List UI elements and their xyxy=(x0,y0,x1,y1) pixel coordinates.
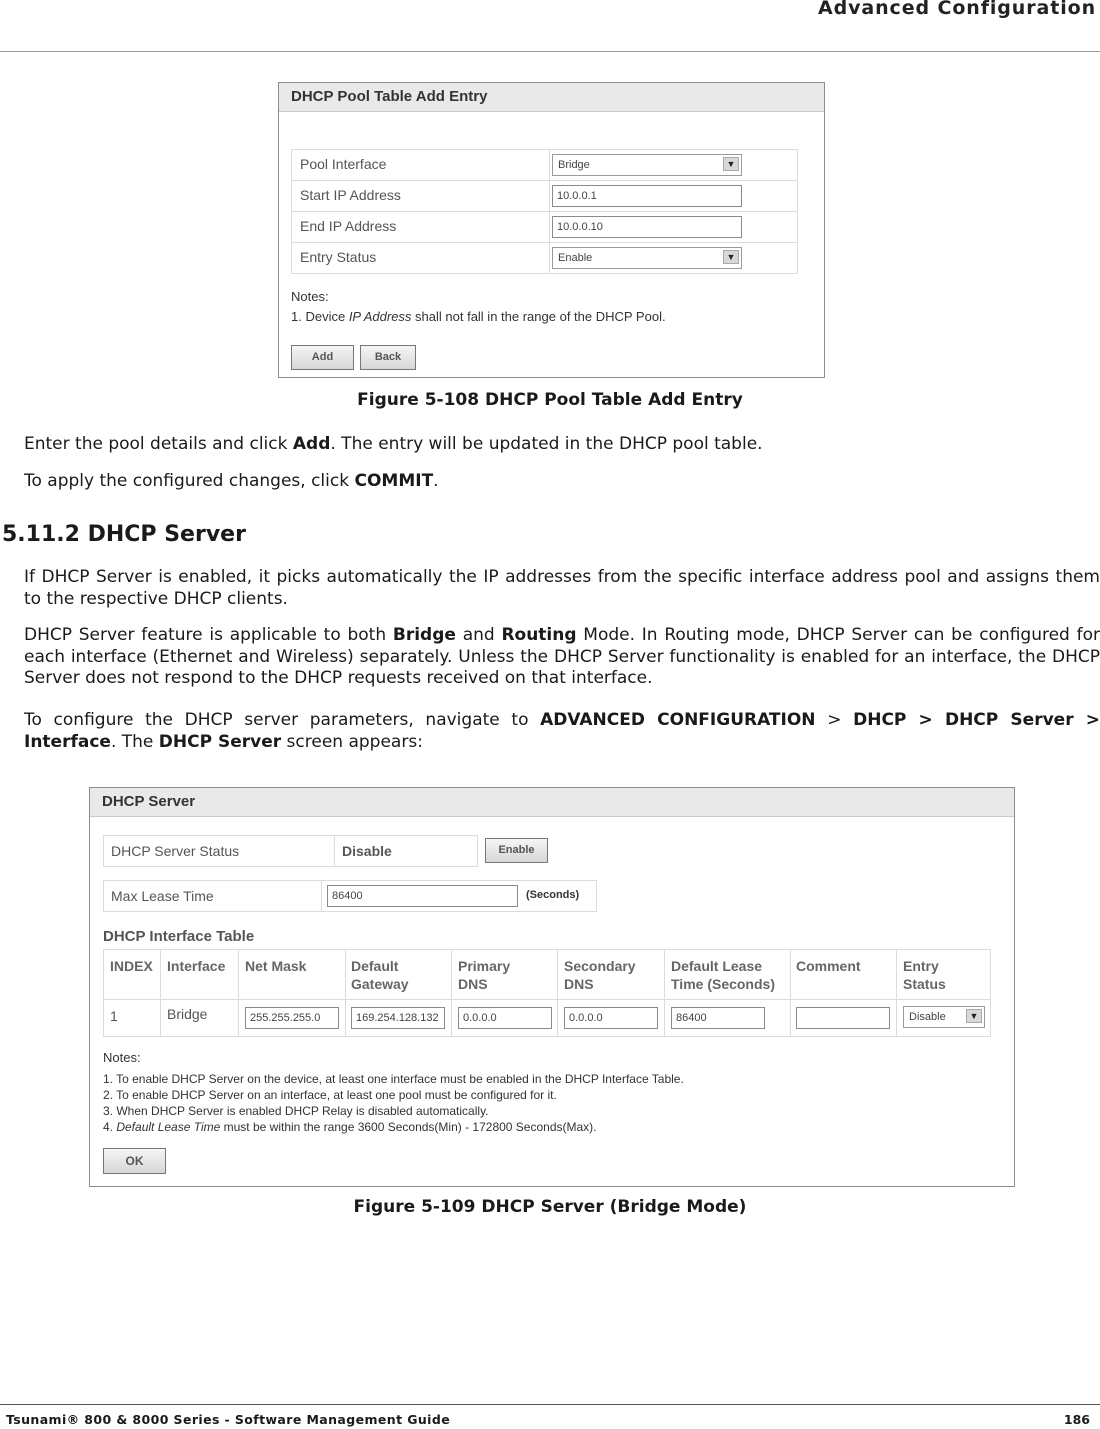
panel-title: DHCP Server xyxy=(90,788,1014,817)
column-header-gateway: Default Gateway xyxy=(351,958,409,992)
pool-interface-value: Bridge xyxy=(558,159,590,171)
bold-text: COMMIT xyxy=(354,471,434,491)
interface-table xyxy=(103,949,991,1037)
column-header-interface: Interface xyxy=(167,958,226,974)
text: > xyxy=(815,710,854,730)
text: . The entry will be updated in the DHCP pool table. xyxy=(330,434,763,454)
column-header-primary-dns: Primary DNS xyxy=(458,958,511,992)
dhcp-pool-add-entry-panel xyxy=(278,82,825,378)
netmask-input[interactable]: 255.255.255.0 xyxy=(245,1007,339,1029)
note-emphasis: Default Lease Time xyxy=(116,1120,221,1134)
column-divider xyxy=(345,950,346,1036)
row-interface: Bridge xyxy=(167,1006,208,1022)
end-ip-label: End IP Address xyxy=(300,218,397,234)
back-button[interactable]: Back xyxy=(360,345,416,370)
max-lease-label-cell xyxy=(103,880,322,912)
bold-text: DHCP > DHCP Server > Interface xyxy=(24,710,1100,752)
text: To configure the DHCP server parameters, navigate to xyxy=(24,710,541,730)
end-ip-input[interactable]: 10.0.0.10 xyxy=(552,216,742,238)
bold-text: Bridge xyxy=(392,625,456,645)
start-ip-input[interactable]: 10.0.0.1 xyxy=(552,185,742,207)
column-header-comment: Comment xyxy=(796,958,861,974)
note-item: 1. To enable DHCP Server on the device, at least one interface must be enabled in the DHCP Interface Table. xyxy=(103,1072,684,1086)
server-status-value: Disable xyxy=(342,843,392,859)
paragraph xyxy=(24,434,1100,456)
lease-time-input[interactable]: 86400 xyxy=(671,1007,765,1029)
enable-button[interactable]: Enable xyxy=(485,838,548,863)
entry-status-select[interactable] xyxy=(903,1006,985,1028)
footer-guide-title: Tsunami® 800 & 8000 Series - Software Management Guide xyxy=(6,1412,451,1427)
figure-caption: Figure 5-108 DHCP Pool Table Add Entry xyxy=(357,390,743,410)
row-index: 1 xyxy=(110,1008,118,1024)
column-header-secondary-dns: Secondary DNS xyxy=(564,958,636,992)
text: screen appears: xyxy=(281,731,423,752)
column-divider xyxy=(160,950,161,1036)
note-text: 4. xyxy=(103,1120,117,1134)
pool-interface-select[interactable] xyxy=(552,154,742,176)
bold-text: ADVANCED CONFIGURATION xyxy=(540,710,816,730)
column-divider xyxy=(896,950,897,1036)
server-status-value-cell xyxy=(334,835,478,867)
server-status-label: DHCP Server Status xyxy=(111,843,240,859)
text: DHCP Server feature is applicable to both xyxy=(24,625,393,645)
note-text: shall not fall in the range of the DHCP Pool. xyxy=(411,309,666,324)
column-divider xyxy=(790,950,791,1036)
secondary-dns-input[interactable]: 0.0.0.0 xyxy=(564,1007,658,1029)
entry-status-value: Enable xyxy=(558,252,593,264)
max-lease-input[interactable]: 86400 xyxy=(327,885,518,907)
ok-button[interactable]: OK xyxy=(103,1148,166,1174)
panel-title: DHCP Pool Table Add Entry xyxy=(279,83,824,112)
note-text: must be within the range 3600 Seconds(Min) - 172800 Seconds(Max). xyxy=(220,1120,597,1134)
start-ip-label: Start IP Address xyxy=(300,187,401,203)
gateway-input[interactable]: 169.254.128.132 xyxy=(351,1007,445,1029)
entry-status-label: Entry Status xyxy=(300,249,377,265)
notes-heading: Notes: xyxy=(291,289,329,304)
text: To apply the configured changes, click xyxy=(24,471,355,491)
note-item: 2. To enable DHCP Server on an interface, at least one pool must be configured for it. xyxy=(103,1088,557,1102)
primary-dns-input[interactable]: 0.0.0.0 xyxy=(458,1007,552,1029)
entry-status-select[interactable] xyxy=(552,247,742,269)
bold-text: DHCP Server xyxy=(158,731,282,752)
header-divider xyxy=(0,51,1100,52)
paragraph xyxy=(24,625,1100,690)
column-header-lease-time: Default Lease Time (Seconds) xyxy=(671,958,775,992)
text: . xyxy=(433,471,439,491)
dhcp-server-panel xyxy=(89,787,1015,1187)
text: Mode. In Routing mode, DHCP Server can be configured for each interface (Ethernet and Wireless) separately. Unless the DHCP Server functionality is enabled for an interface, the DHCP Server does not respond to the DHCP requests received on that interface. xyxy=(24,625,1100,688)
pool-interface-label: Pool Interface xyxy=(300,156,387,172)
column-header-entry-status: Entry Status xyxy=(903,958,946,992)
text: Enter the pool details and click xyxy=(24,434,293,454)
start-ip-label-cell xyxy=(291,180,550,212)
section-heading: 5.11.2 DHCP Server xyxy=(2,522,246,547)
entry-status-value: Disable xyxy=(909,1011,946,1023)
notes-heading: Notes: xyxy=(103,1050,141,1065)
chevron-down-icon: ▼ xyxy=(966,1009,982,1023)
text: . The xyxy=(110,731,159,752)
page-number: 186 xyxy=(1063,1412,1090,1427)
note-text: 1. Device xyxy=(291,309,349,324)
note-emphasis: IP Address xyxy=(348,309,412,324)
note-item xyxy=(291,309,666,324)
paragraph: If DHCP Server is enabled, it picks automatically the IP addresses from the specific interface address pool and assigns them to the respective DHCP clients. xyxy=(24,567,1100,609)
paragraph xyxy=(24,710,1100,753)
bold-text: Add xyxy=(292,434,331,454)
end-ip-label-cell xyxy=(291,211,550,243)
interface-table-title: DHCP Interface Table xyxy=(103,928,255,945)
max-lease-label: Max Lease Time xyxy=(111,888,214,904)
figure-caption: Figure 5-109 DHCP Server (Bridge Mode) xyxy=(353,1197,747,1217)
paragraph xyxy=(24,471,1100,493)
server-status-label-cell xyxy=(103,835,335,867)
footer-divider xyxy=(0,1404,1100,1405)
chevron-down-icon: ▼ xyxy=(723,157,739,171)
seconds-unit-label: (Seconds) xyxy=(526,889,580,901)
page-header-title: Advanced Configuration xyxy=(818,0,1096,19)
column-divider xyxy=(664,950,665,1036)
bold-text: Routing xyxy=(501,625,577,645)
entry-status-label-cell xyxy=(291,242,550,274)
chevron-down-icon: ▼ xyxy=(723,250,739,264)
add-button[interactable]: Add xyxy=(291,345,354,370)
column-header-netmask: Net Mask xyxy=(245,958,307,974)
pool-interface-label-cell xyxy=(291,149,550,181)
note-item: 3. When DHCP Server is enabled DHCP Relay is disabled automatically. xyxy=(103,1104,489,1118)
comment-input[interactable] xyxy=(796,1007,890,1029)
column-header-index: INDEX xyxy=(110,958,153,974)
column-divider xyxy=(557,950,558,1036)
column-divider xyxy=(451,950,452,1036)
column-divider xyxy=(238,950,239,1036)
text: and xyxy=(455,625,502,645)
note-item xyxy=(103,1120,597,1134)
